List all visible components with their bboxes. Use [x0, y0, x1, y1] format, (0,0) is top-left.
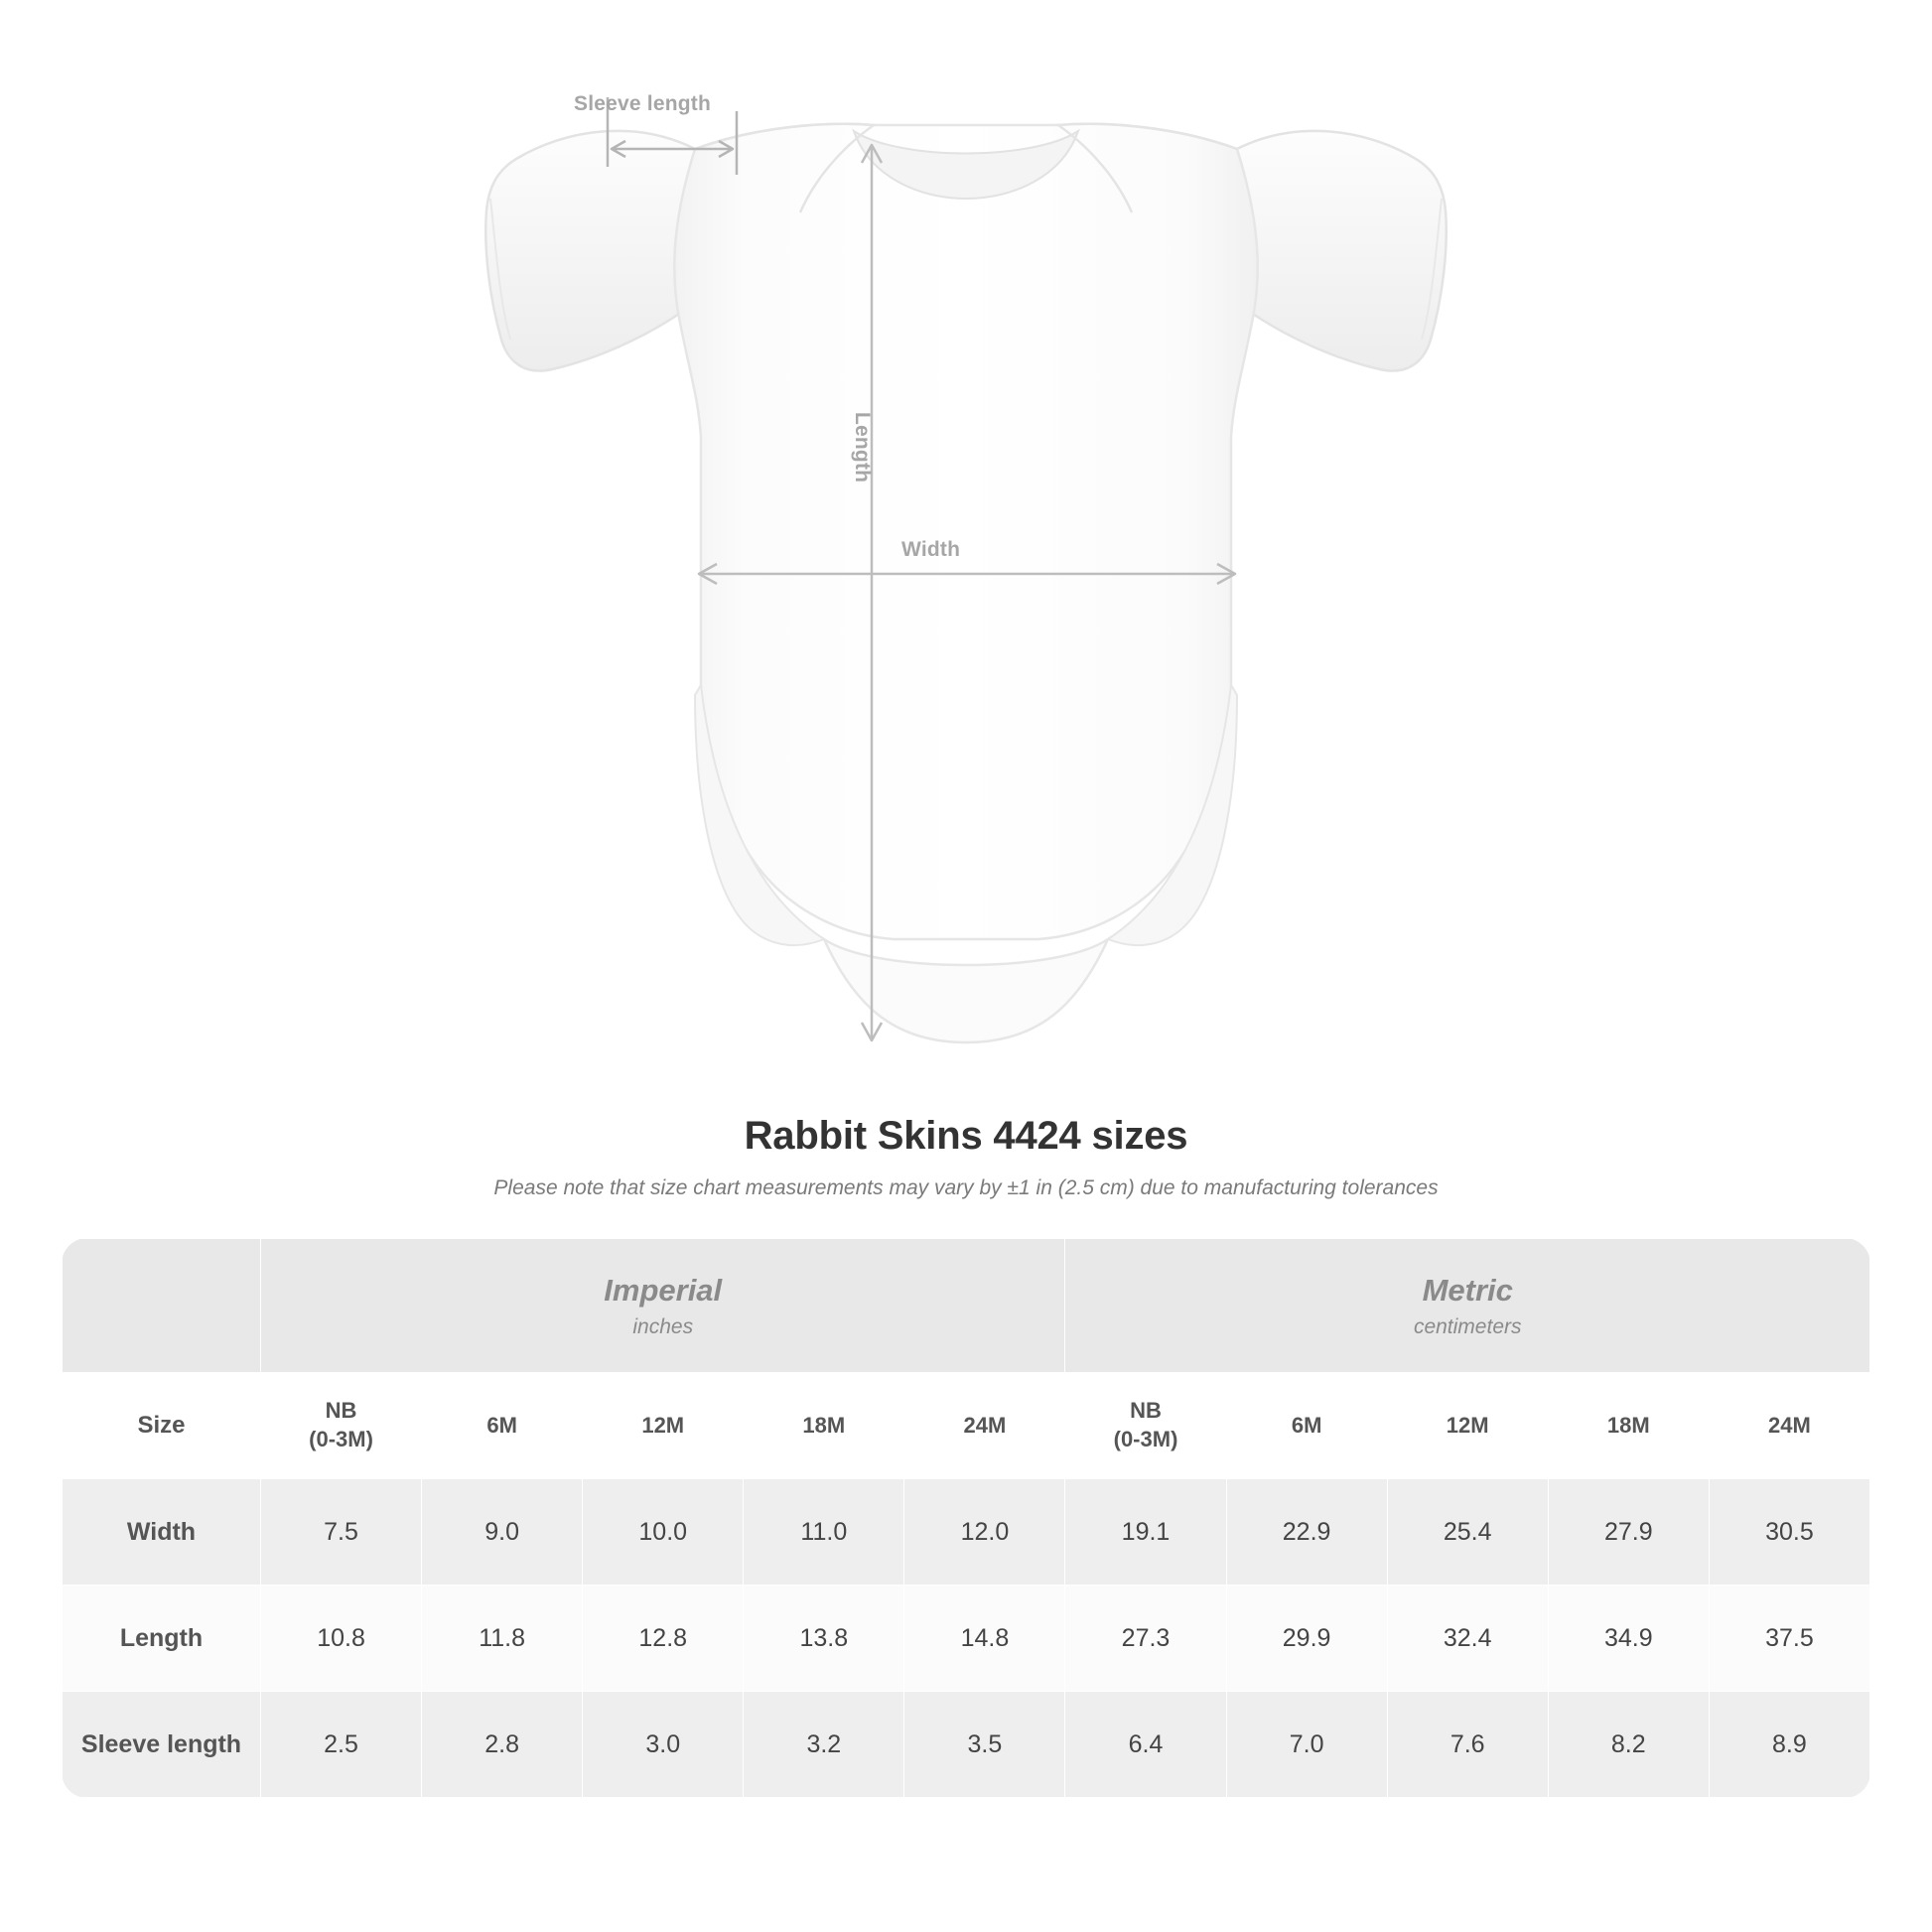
table-cell: 2.8 [422, 1692, 583, 1798]
column-header-row [63, 1373, 1870, 1479]
page-title: Rabbit Skins 4424 sizes [744, 1114, 1188, 1158]
column-header-cell: 6M [422, 1373, 583, 1479]
right-sleeve [1228, 131, 1447, 371]
table-cell: 29.9 [1226, 1586, 1387, 1692]
table-cell: 25.4 [1387, 1479, 1548, 1586]
table-cell: 10.8 [261, 1586, 422, 1692]
table-cell: 9.0 [422, 1479, 583, 1586]
size-table [62, 1238, 1870, 1798]
size-header-cell: Size [63, 1373, 261, 1479]
tolerance-note: Please note that size chart measurements may vary by ±1 in (2.5 cm) due to manufacturing tolerances [493, 1176, 1439, 1199]
table-cell: 8.9 [1709, 1692, 1869, 1798]
table-cell: 8.2 [1548, 1692, 1709, 1798]
column-header-cell: 18M [744, 1373, 904, 1479]
sleeve-length-label: Sleeve length [574, 92, 711, 115]
unit-group-imperial-name: Imperial [604, 1273, 723, 1309]
column-header-cell: NB (0-3M) [1065, 1373, 1226, 1479]
table-cell: 7.6 [1387, 1692, 1548, 1798]
column-header-cell: 18M [1548, 1373, 1709, 1479]
table-cell: 37.5 [1709, 1586, 1869, 1692]
column-header-cell: 12M [1387, 1373, 1548, 1479]
row-label: Width [63, 1479, 261, 1586]
table-row [63, 1692, 1870, 1798]
table-cell: 3.5 [904, 1692, 1065, 1798]
unit-group-row [63, 1239, 1870, 1373]
table-cell: 30.5 [1709, 1479, 1869, 1586]
unit-corner-cell [63, 1239, 261, 1373]
length-label: Length [851, 412, 874, 483]
table-cell: 10.0 [583, 1479, 744, 1586]
table-cell: 12.0 [904, 1479, 1065, 1586]
snap-gusset [824, 939, 1108, 1042]
unit-group-metric [1065, 1239, 1870, 1373]
table-cell: 11.8 [422, 1586, 583, 1692]
unit-group-imperial [261, 1239, 1065, 1373]
unit-group-imperial-sub: inches [632, 1314, 694, 1338]
left-sleeve [485, 131, 704, 371]
column-header-cell: 12M [583, 1373, 744, 1479]
row-label: Sleeve length [63, 1692, 261, 1798]
table-cell: 3.2 [744, 1692, 904, 1798]
table-cell: 19.1 [1065, 1479, 1226, 1586]
unit-group-metric-name: Metric [1422, 1273, 1513, 1309]
table-cell: 27.9 [1548, 1479, 1709, 1586]
column-header-cell: NB (0-3M) [261, 1373, 422, 1479]
column-header-cell: 24M [1709, 1373, 1869, 1479]
table-cell: 3.0 [583, 1692, 744, 1798]
title-block [0, 1114, 1932, 1200]
table-cell: 34.9 [1548, 1586, 1709, 1692]
table-cell: 32.4 [1387, 1586, 1548, 1692]
table-row [63, 1586, 1870, 1692]
table-cell: 6.4 [1065, 1692, 1226, 1798]
table-cell: 22.9 [1226, 1479, 1387, 1586]
column-header-cell: 6M [1226, 1373, 1387, 1479]
table-cell: 12.8 [583, 1586, 744, 1692]
table-cell: 14.8 [904, 1586, 1065, 1692]
column-header-cell: 24M [904, 1373, 1065, 1479]
table-cell: 2.5 [261, 1692, 422, 1798]
size-table-wrapper [62, 1238, 1870, 1798]
table-cell: 7.0 [1226, 1692, 1387, 1798]
row-label: Length [63, 1586, 261, 1692]
table-cell: 13.8 [744, 1586, 904, 1692]
width-label: Width [901, 538, 961, 561]
bodysuit-body [674, 124, 1258, 939]
unit-group-metric-sub: centimeters [1413, 1314, 1522, 1338]
table-row [63, 1479, 1870, 1586]
table-cell: 7.5 [261, 1479, 422, 1586]
table-cell: 27.3 [1065, 1586, 1226, 1692]
table-cell: 11.0 [744, 1479, 904, 1586]
